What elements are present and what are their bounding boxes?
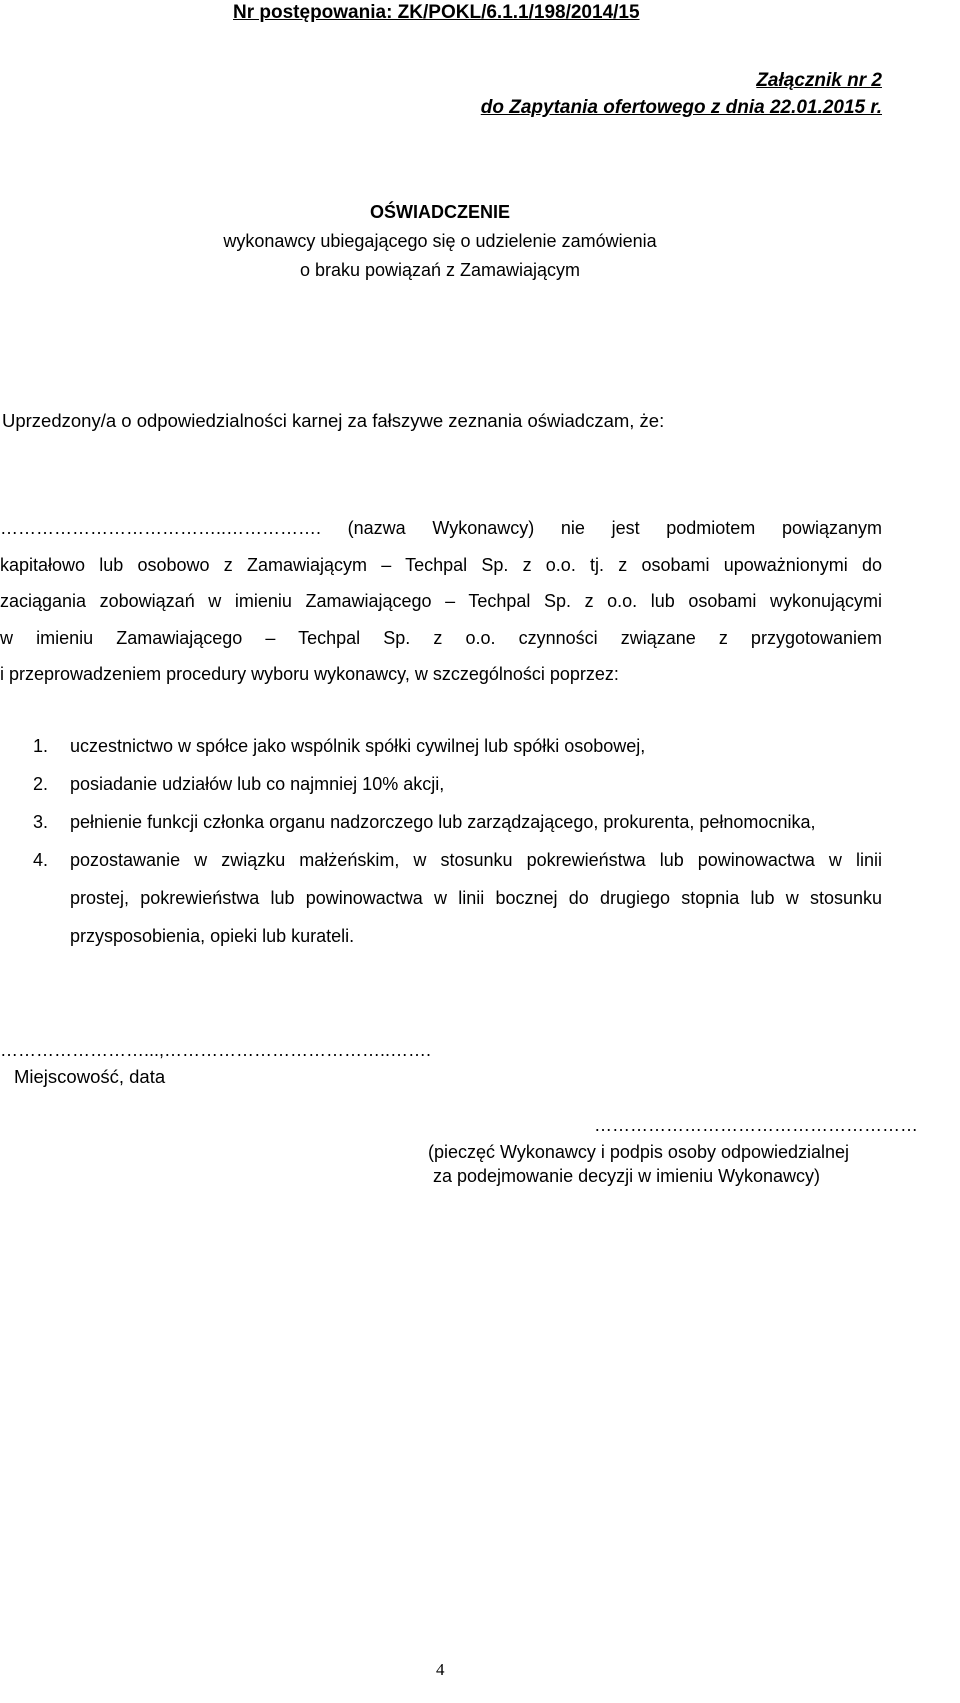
list-item [0, 841, 882, 955]
list-item [0, 765, 882, 803]
declaration-lead: Uprzedzony/a o odpowiedzialności karnej za fałszywe zeznania oświadczam, że: [2, 410, 665, 431]
place-date-label: Miejscowość, data [14, 1066, 166, 1087]
signature-caption-line-1: (pieczęć Wykonawcy i podpis osoby odpowiedzialnej [428, 1142, 850, 1162]
attachment-label: Załącznik nr 2 [756, 70, 882, 91]
list-item-number: 3. [33, 812, 49, 832]
signature-field: ……………………………………………… [594, 1115, 918, 1135]
paragraph-line: kapitałowo lub osobowo z Zamawiającym – Techpal Sp. z o.o. tj. z osobami upoważnionymi do [0, 554, 882, 575]
title-heading: OŚWIADCZENIE [369, 202, 510, 222]
list-item-text: prostej, pokrewieństwa lub powinowactwa w linii bocznej do drugiego stopnia lub w stosunku [70, 888, 882, 908]
title-subline-2: o braku powiązań z Zamawiającym [299, 260, 581, 280]
list-item-text: pozostawanie w związku małżeńskim, w stosunku pokrewieństwa lub powinowactwa w linii [70, 850, 882, 870]
procedure-number: Nr postępowania: ZK/POKL/6.1.1/198/2014/15 [233, 2, 640, 23]
paragraph-line: i przeprowadzeniem procedury wyboru wykonawcy, w szczególności poprzez: [0, 664, 619, 684]
list-item-text: przysposobienia, opieki lub kurateli. [70, 926, 355, 946]
list-item-text: uczestnictwo w spółce jako wspólnik spółki cywilnej lub spółki osobowej, [70, 736, 646, 756]
place-date-field: ……………………...,………………………………..……. [0, 1040, 432, 1060]
paragraph-line: zaciągania zobowiązań w imieniu Zamawiającego – Techpal Sp. z o.o. lub osobami wykonującymi [0, 591, 882, 611]
paragraph-line: w imieniu Zamawiającego – Techpal Sp. z o.o. czynności związane z przygotowaniem [0, 627, 882, 648]
paragraph-line: ………………………………..……………. (nazwa Wykonawcy) nie jest podmiotem powiązanym [0, 518, 882, 538]
declaration-paragraph [0, 510, 882, 693]
list-item-number: 2. [33, 774, 49, 794]
document-title [0, 198, 880, 285]
attachment-reference: do Zapytania ofertowego z dnia 22.01.2015 r. [480, 97, 882, 118]
list-item-text: pełnienie funkcji członka organu nadzorczego lub zarządzającego, prokurenta, pełnomocnika, [70, 812, 816, 832]
signature-caption-line-2: za podejmowanie decyzji w imieniu Wykonawcy) [433, 1166, 820, 1186]
page-number: 4 [436, 1660, 445, 1679]
list-item-number: 1. [33, 736, 49, 756]
relations-list [0, 727, 882, 955]
list-item [0, 803, 882, 841]
list-item [0, 727, 882, 765]
list-item-number: 4. [33, 850, 49, 870]
list-item-text: posiadanie udziałów lub co najmniej 10% akcji, [70, 774, 445, 794]
title-subline-1: wykonawcy ubiegającego się o udzielenie zamówienia [223, 231, 657, 251]
